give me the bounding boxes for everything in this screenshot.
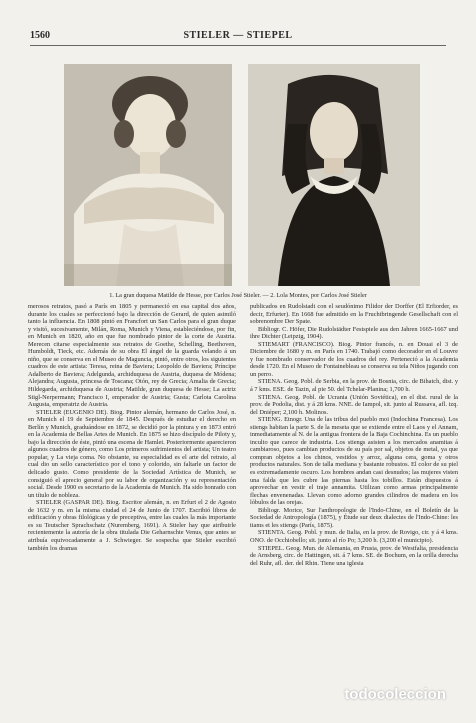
header-rule	[30, 45, 446, 46]
image-caption: 1. La gran duquesa Matilde de Hesse, por Carlos José Stieler. — 2. Lola Montes, por Carlos José Stieler	[109, 292, 367, 299]
page-number: 1560	[30, 30, 50, 41]
portrait-matilde-image	[64, 64, 232, 286]
entry-paragraph: STIELER (GASPAR DE). Biog. Escritor alemán, n. en Erfurt el 2 de Agosto de 1632 y m. en la misma ciudad el 24 de Junio de 1707. Escribió libros de edificación y obras filológicas y de preceptiva, entre las cuales la más importante es su Teutscher Sprachschatz (Nuremberg, 1691). A Stieler hay que atribuirle recientemente la autoría de la obra titulada Die Geharnschte Venus, que antes se atribuía equivocadamente a J. Schwieger. Se sospecha que Stieler escribió también los dramas	[28, 499, 236, 552]
entry-paragraph: STIENTA. Geog. Pobl. y mun. de Italia, en la prov. de Rovigo, cir. y á 4 kms. ONO. de Occhiobello; sit. junto al río Po; 3,200 h. (3,200 el municipio).	[250, 529, 458, 544]
entry-paragraph: STIEPEL. Geog. Mun. de Alemania, en Prusia, prov. de Westfalia, presidencia de Arnsberg, circ. de Hattingen, sit. á 7 kms. SE. de Bochum, en la orilla derecha del Ruhr, afl. der. del Rhin. Tiene una iglesia	[250, 544, 458, 567]
entry-paragraph: STIENA. Geog. Pobl. de Serbia, en la prov. de Bosnia, circ. de Bihatch, dist. y á 7 kms. ESE. de Tazin, al pie 50. del Tchelar-Planina; 1,700 h.	[250, 378, 458, 394]
page-header	[30, 30, 446, 44]
running-title: STIELER — STIEPEL	[183, 30, 293, 41]
entry-paragraph: STIEMART (FRANCISCO). Biog. Pintor francés, n. en Douai el 3 de Diciembre de 1680 y m. en París en 1740. Trabajó como decorador en el Louvre y fue nombrado conservador de los cuadros del rey. Perteneció a la Academia desde 1720. En el Museo de Fontainebleau se conserva su tela Niños jugando con un perro.	[250, 340, 458, 378]
text-column-right	[250, 303, 458, 567]
entry-paragraph: STIENA. Geog. Pobl. de Ucrania (Unión Soviética), en el dist. rural de la prov. de Podolia, dist. y á 28 kms. NNE. de Iampol, sit. junto al Russava, afl. izq. del Dniéper; 2,100 h. Molinos.	[250, 393, 458, 416]
entry-paragraph: STIENG. Etnogr. Una de las tribus del pueblo moi (Indochina Francesa). Los stiengs habitan la parte S. de la meseta que se extiende entre el Laos y el Annam, inmediatamente al N. de la antigua frontera de la Baja Cochinchina. Es un pueblo inculto que carece de industria. Los stiengs asisten a los mercados anamitas á cambiaroso, pues cambian productos de su país por sal, objetos de metal, ya que compran objetos a los chinos, vestidos y arroz, alguna cera, goma y otros productos naturales. Son de talla mediana y bastante robustos. El color de su piel es extremadamente oscuro. Los hombres andan casi desnudos; las mujeres visten una falda que les cubre las piernas hasta los tobillos. Están dispuestos á aprovechar en vestir el traje annamita. Utilizan como armas principalmente flechas envenenadas. Llevan como adorno grandes cilindros de madera en los lóbulos de las orejas.	[250, 416, 458, 507]
watermark-logo: todocoleccion	[344, 686, 446, 703]
bibliography-paragraph: Bibliogr. Morice, Sur l'anthropologie de l'Indo-Chine, en el Boletín de la Sociedad de Antropología (1875), y Étude sur deux dialectes de l'Indo-Chine: les tiams et les stiengs (París, 1875).	[250, 506, 458, 529]
entry-paragraph: publicados en Rudolstadt con el seudónimo Filidor der Dorffer (El Erfiorder, es decir, Erfurter). En 1668 fue admitido en la Fruchtbringende Gesellschaft con el sobrenombre Der Spate.	[250, 303, 458, 326]
entry-paragraph: merosos retratos, pasó a París en 1805 y permaneció en esa capital dos años, durante los cuales se perfeccionó bajo la dirección de Gerard, de quien asimiló tanto la influencia. En 1808 pintó en Francfort un San Carlos para el gran duque y visitó, sucesivamente, Milán, Roma, Munich y Viena, estableciéndose, por fin, en Munich en 1820, año en que fue nombrado pintor de la corte de Austria. Merecen citarse especialmente sus retratos de Goethe, Schelling, Beethoven, Humboldt, Tieck, etc. Además de su obra El ángel de la guarda velando á un niño, que se conserva en el Museo de Maguncia, pintó, entre otros, los siguientes cuadros de este artista: Teresa, reina de Baviera; Leopoldo de Baviera; Príncipe Adalberto de Baviera; Adelgunda, archiduquesa de Austria, duquesa de Módena; Alejandra; Augusta, princesa de Toscana; Otón, rey de Grecia; Amalia de Grecia; Hildegarda, archiduquesa de Austria; Matilde, gran duquesa de Hesse; La actriz Stigl-Nerpermann; Francisco I, emperador de Austria; Gusta; Carlota Carolina Augusta, emperatriz de Austria.	[28, 303, 236, 409]
portrait-lola-montes-image	[248, 64, 420, 286]
bibliography-paragraph: Bibliogr. C. Höfer, Die Rudolstädter Festspiele aus den Jahren 1665-1667 und ihre Dichter (Leipzig, 1904).	[250, 325, 458, 341]
text-column-left	[28, 303, 236, 552]
entry-paragraph: STIELER (EUGENIO DE). Biog. Pintor alemán, hermano de Carlos José, n. en Munich el 19 de Septiembre de 1845. Después de estudiar el derecho en Berlín y Munich, graduándose en 1872, se decidió por la pintura y en 1873 entró en la Academia de Bellas Artes de Munich. En 1875 se hizo discípulo de Piloty y, bajo la dirección de éste, pintó una escena de Hamlet. Posteriormente aparecieron algunos cuadros de género, como Los primeros sufrimientos del artista; Un teatro popular, y La vieja coma. No obstante, su especialidad es el arte del retrato, al cual dio un sello característico por el tono y colorido, sin faltarle un factor de delicado gusto. Como presidente de la Sociedad Artística de Munich, se consiguió el aprecio general por su labor de organización y su representación social. Desde 1900 es secretario de la Academia de Munich. Ha sido honrado con un título de nobleza.	[28, 408, 236, 499]
